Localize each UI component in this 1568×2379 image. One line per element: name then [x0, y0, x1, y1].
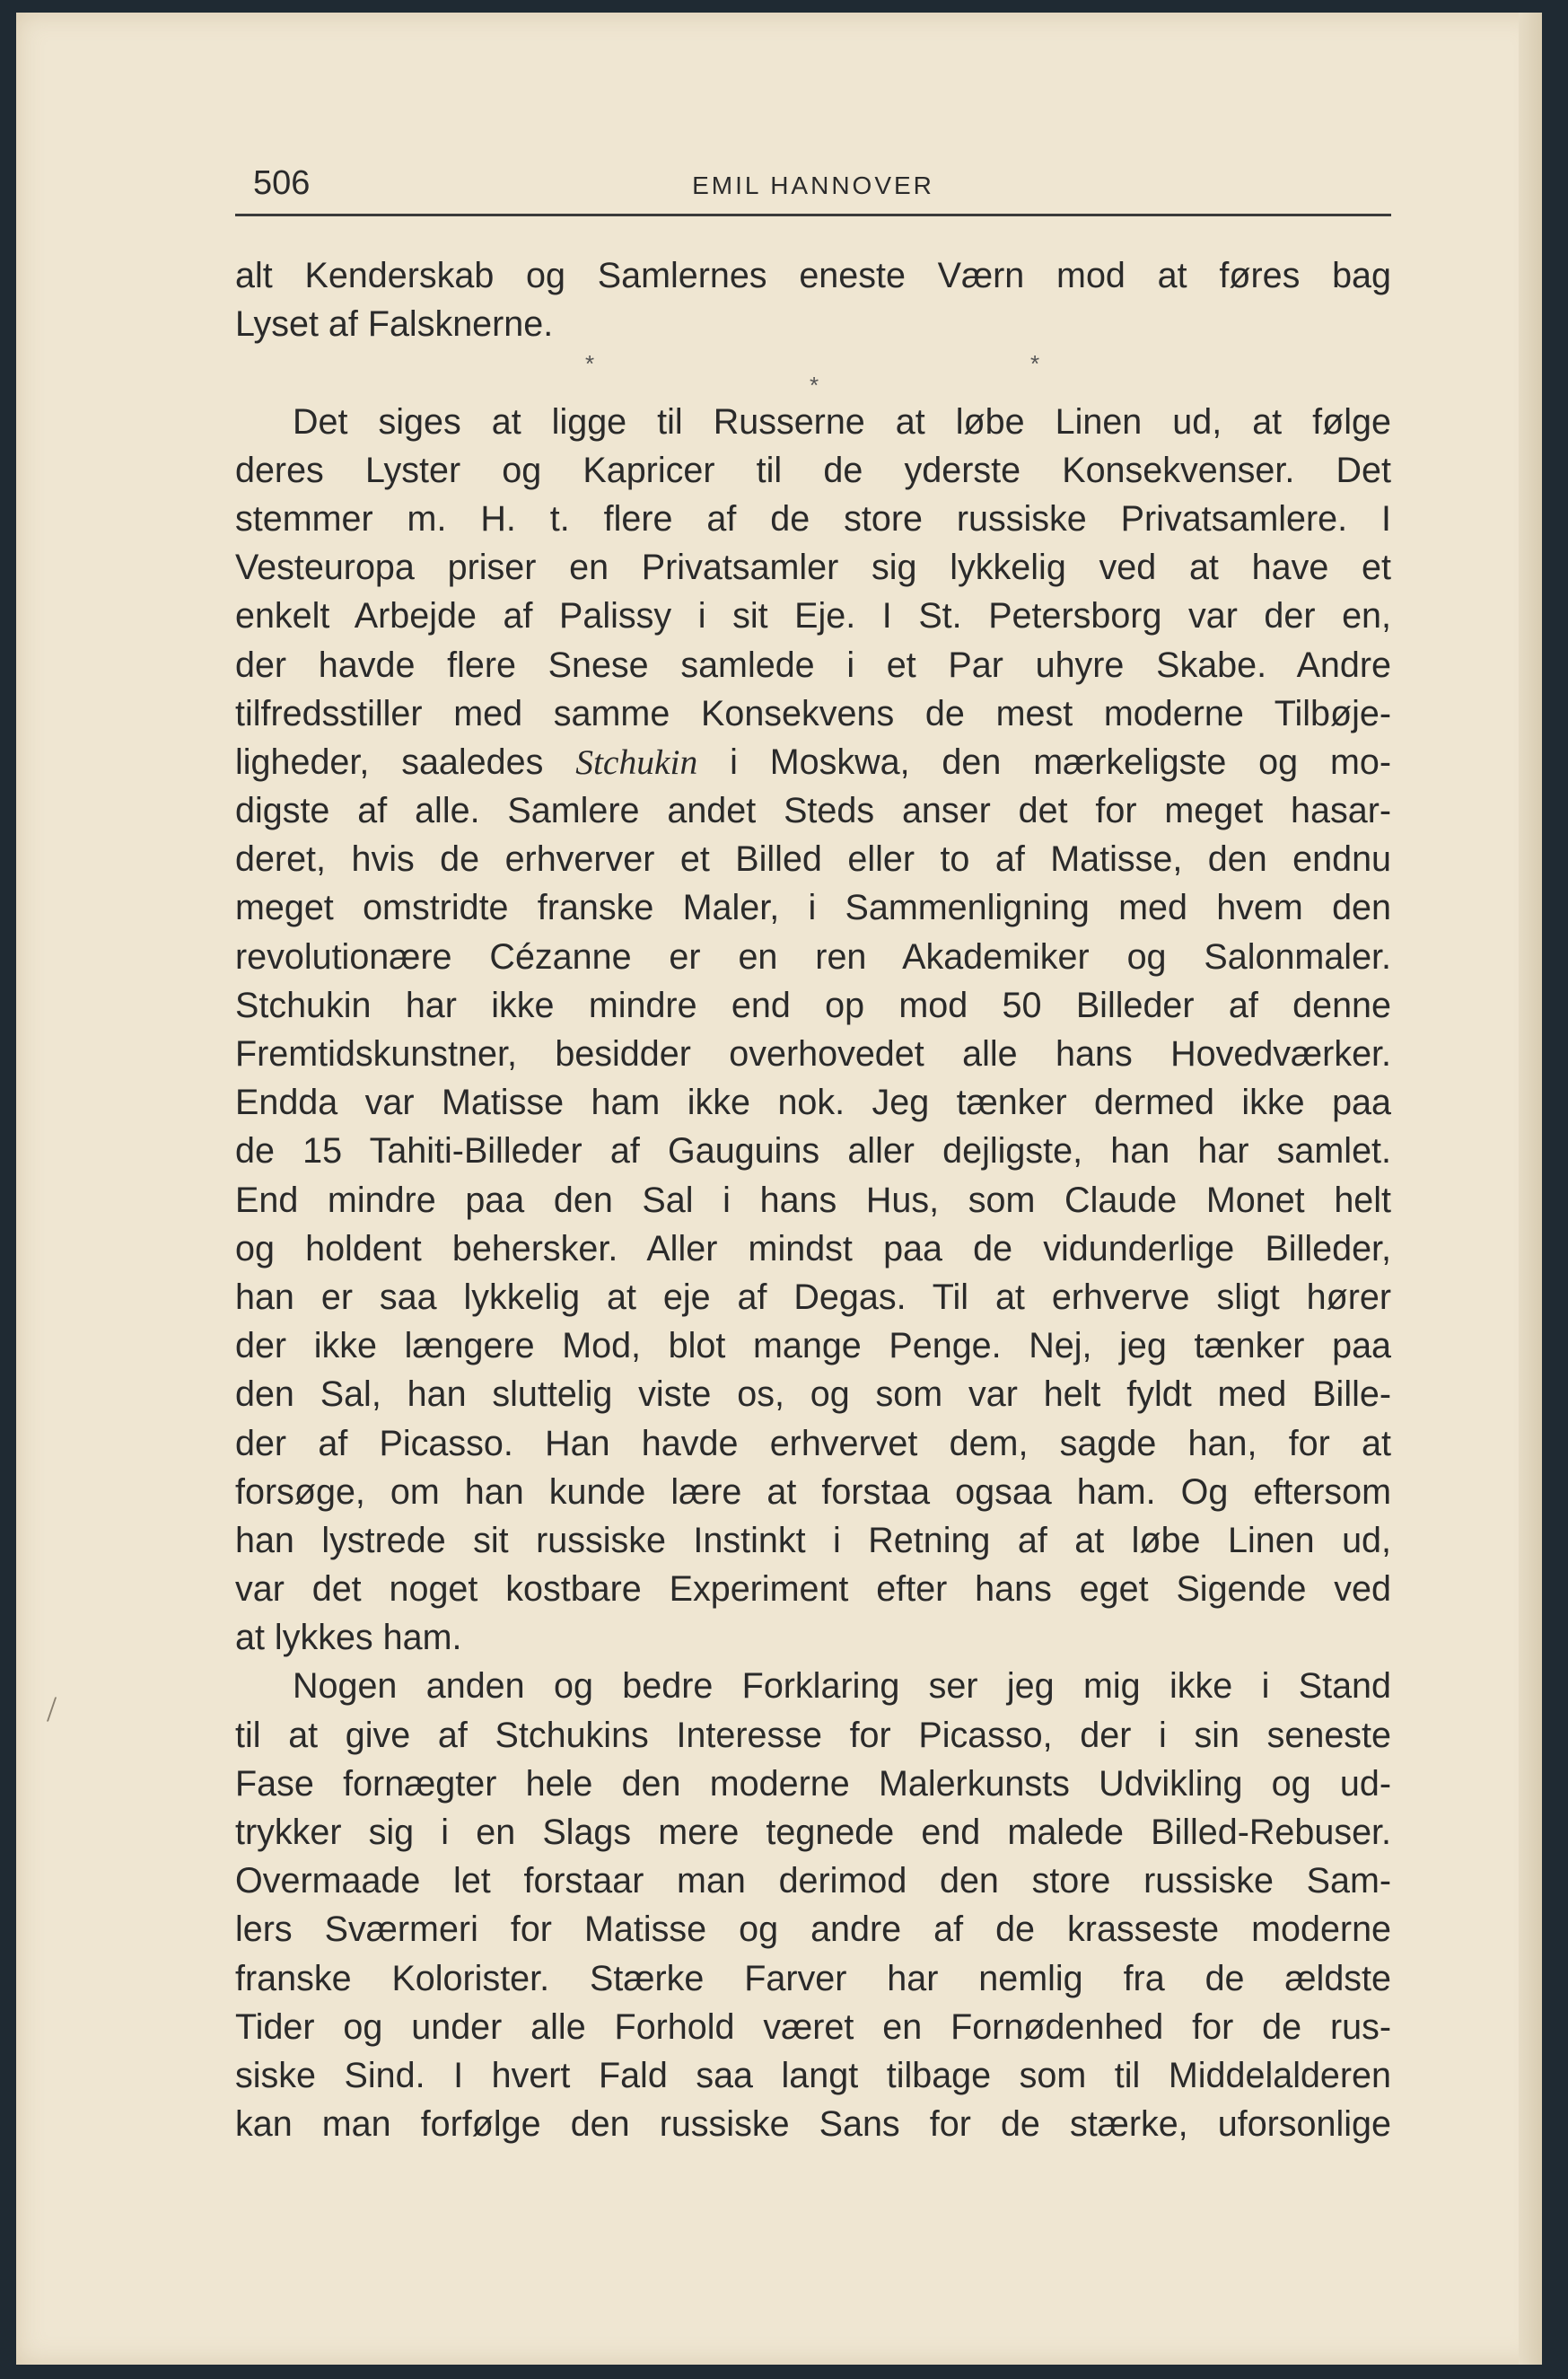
text-line: han er saa lykkelig at eje af Degas. Til at erhverve sligt hører — [235, 1277, 1391, 1317]
text-line: Fremtidskunstner, besidder overhovedet alle hans Hovedværker. — [235, 1034, 1391, 1074]
page-number: 506 — [253, 164, 311, 202]
text-line: den Sal, han sluttelig viste os, og som var helt fyldt med Bille- — [235, 1374, 1391, 1415]
text-line: deres Lyster og Kapricer til de yderste Konsekvenser. Det — [235, 450, 1391, 490]
header-rule — [235, 214, 1391, 216]
text-line: forsøge, om han kunde lære at forstaa ogsaa ham. Og eftersom — [235, 1471, 1391, 1512]
text-line: Stchukin har ikke mindre end op mod 50 Billeder af denne — [235, 985, 1391, 1025]
text-line: der ikke længere Mod, blot mange Penge. Nej, jeg tænker paa — [235, 1326, 1391, 1366]
margin-pencil-mark: / — [47, 1689, 57, 1729]
text-line: Endda var Matisse ham ikke nok. Jeg tænker dermed ikke paa — [235, 1083, 1391, 1123]
text-line: Det siges at ligge til Russerne at løbe Linen ud, at følge — [293, 401, 1391, 442]
star-icon: * — [810, 372, 819, 399]
text-line: digste af alle. Samlere andet Steds anser det for meget hasar- — [235, 791, 1391, 831]
body-text — [235, 251, 1391, 2148]
text-line: Nogen anden og bedre Forklaring ser jeg mig ikke i Stand — [293, 1666, 1391, 1707]
text-line: End mindre paa den Sal i hans Hus, som Claude Monet helt — [235, 1180, 1391, 1220]
text-line: deret, hvis de erhverver et Billed eller to af Matisse, den endnu — [235, 839, 1391, 880]
text-line: at lykkes ham. — [235, 1618, 462, 1658]
running-head: EMIL HANNOVER — [692, 171, 934, 199]
text-line: siske Sind. I hvert Fald saa langt tilbage som til Middelalderen — [235, 2055, 1391, 2095]
text-line: revolutionære Cézanne er en ren Akademiker og Salonmaler. — [235, 936, 1391, 977]
text-line: og holdent behersker. Aller mindst paa de vidunderlige Billeder, — [235, 1228, 1391, 1269]
text-line: lers Sværmeri for Matisse og andre af de krasseste moderne — [235, 1909, 1391, 1950]
text-line: franske Kolorister. Stærke Farver har nemlig fra de ældste — [235, 1958, 1391, 1998]
text-line: de 15 Tahiti-Billeder af Gauguins aller dejligste, han har samlet. — [235, 1131, 1391, 1172]
text-line: Lyset af Falsknerne. — [235, 304, 554, 345]
text-line: meget omstridte franske Maler, i Sammenligning med hvem den — [235, 888, 1391, 928]
text-line: trykker sig i en Slags mere tegnede end malede Billed-Rebuser. — [235, 1813, 1391, 1852]
page-edge — [1519, 13, 1542, 2365]
text-line: der havde flere Snese samlede i et Par uhyre Skabe. Andre — [235, 645, 1391, 685]
text-line — [235, 738, 1391, 786]
star-icon: * — [1030, 350, 1040, 378]
text-line: Vesteuropa priser en Privatsamler sig lykkelig ved at have et — [235, 548, 1391, 588]
text-line: Tider og under alle Forhold været en Fornødenhed for de rus- — [235, 2006, 1391, 2047]
text-line: enkelt Arbejde af Palissy i sit Eje. I St. Petersborg var der en, — [235, 596, 1391, 636]
italic-name: Stchukin — [575, 742, 698, 782]
text-line: han lystrede sit russiske Instinkt i Retning af at løbe Linen ud, — [235, 1520, 1391, 1560]
text-line: til at give af Stchukins Interesse for Picasso, der i sin seneste — [235, 1715, 1391, 1755]
star-icon: * — [585, 350, 595, 378]
text-line: der af Picasso. Han havde erhvervet dem, sagde han, for at — [235, 1423, 1391, 1463]
text-line: tilfredsstiller med samme Konsekvens de mest moderne Tilbøje- — [235, 693, 1391, 733]
text-line: kan man forfølge den russiske Sans for de stærke, uforsonlige — [235, 2104, 1391, 2145]
text-line: stemmer m. H. t. flere af de store russiske Privatsamlere. I — [235, 498, 1391, 539]
text-run: i Moskwa, den mærkeligste og mo- — [697, 742, 1392, 782]
text-line: Overmaade let forstaar man derimod den store russiske Sam- — [235, 1861, 1391, 1901]
text-line: Fase fornægter hele den moderne Malerkunsts Udvikling og ud- — [235, 1763, 1391, 1804]
section-break-ornament — [235, 348, 1391, 397]
text-run: ligheder, saaledes — [235, 742, 576, 782]
text-line: var det noget kostbare Experiment efter hans eget Sigende ved — [235, 1569, 1391, 1610]
scan-border — [0, 2365, 1568, 2379]
page-header — [235, 164, 1391, 209]
text-line: alt Kenderskab og Samlernes eneste Værn mod at føres bag — [235, 256, 1391, 295]
